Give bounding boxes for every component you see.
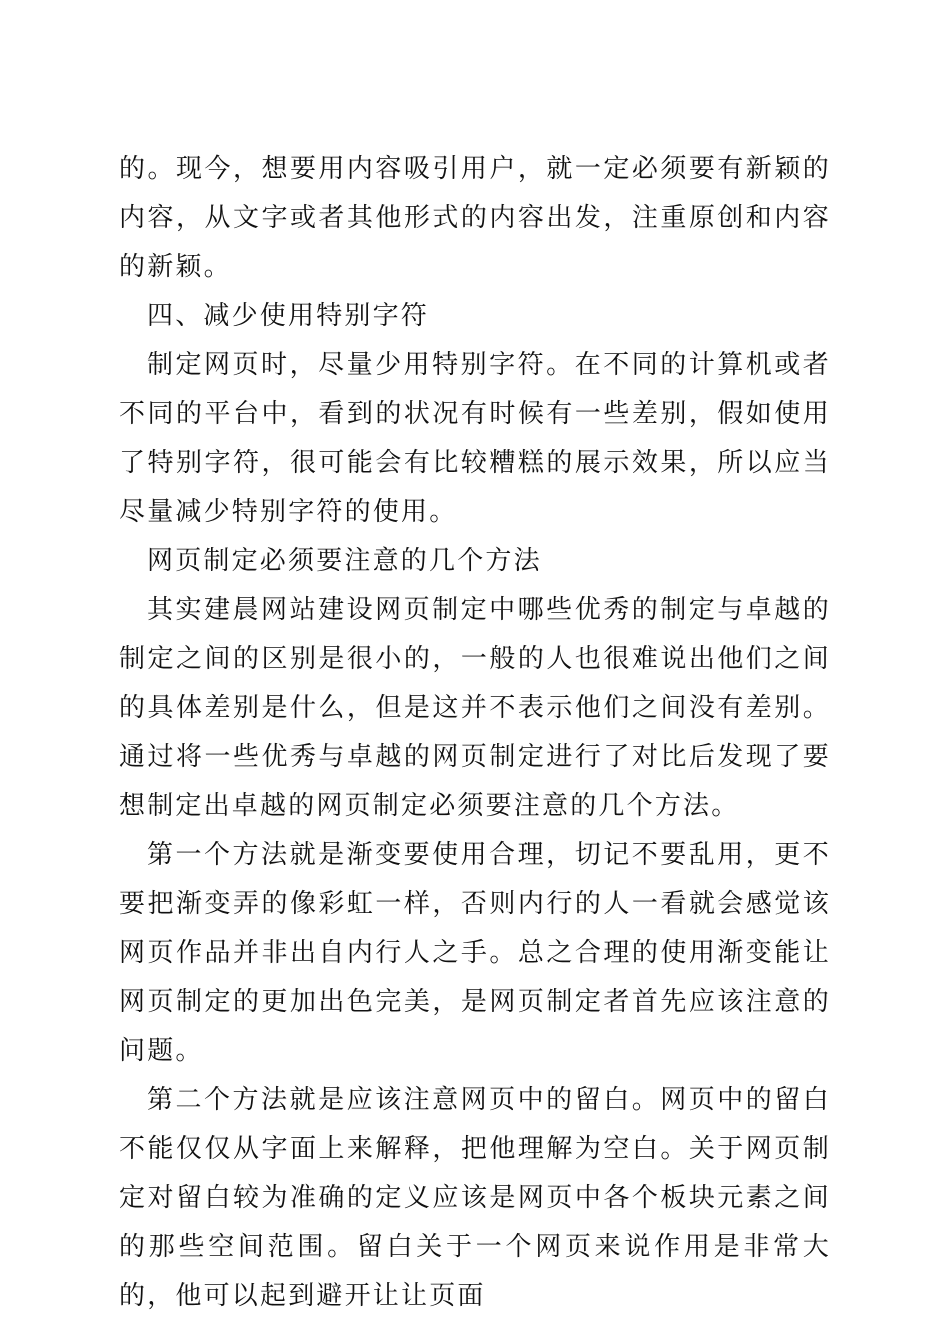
subheading: 网页制定必须要注意的几个方法	[147, 546, 542, 576]
document-body	[119, 145, 831, 1321]
paragraph-3: 其实建晨网站建设网页制定中哪些优秀的制定与卓越的制定之间的区别是很小的，一般的人也很难说出他们之间的具体差别是什么，但是这并不表示他们之间没有差别。通过将一些优秀与卓越的网页制定进行了对比后发现了要想制定出卓越的网页制定必须要注意的几个方法。	[119, 595, 831, 821]
paragraph-1: 的。现今，想要用内容吸引用户，就一定必须要有新颖的内容，从文字或者其他形式的内容出发，注重原创和内容的新颖。	[119, 154, 831, 282]
section-heading: 四、减少使用特别字符	[147, 301, 430, 331]
paragraph-4: 第一个方法就是渐变要使用合理，切记不要乱用，更不要把渐变弄的像彩虹一样，否则内行的人一看就会感觉该网页作品并非出自内行人之手。总之合理的使用渐变能让网页制定的更加出色完美，是网页制定者首先应该注意的问题。	[119, 840, 831, 1066]
paragraph-5: 第二个方法就是应该注意网页中的留白。网页中的留白不能仅仅从字面上来解释，把他理解为空白。关于网页制定对留白较为准确的定义应该是网页中各个板块元素之间的那些空间范围。留白关于一个网页来说作用是非常大的，他可以起到避开让让页面	[119, 1085, 831, 1311]
paragraph-2: 制定网页时，尽量少用特别字符。在不同的计算机或者不同的平台中，看到的状况有时候有一些差别，假如使用了特别字符，很可能会有比较糟糕的展示效果，所以应当尽量减少特别字符的使用。	[119, 350, 831, 527]
